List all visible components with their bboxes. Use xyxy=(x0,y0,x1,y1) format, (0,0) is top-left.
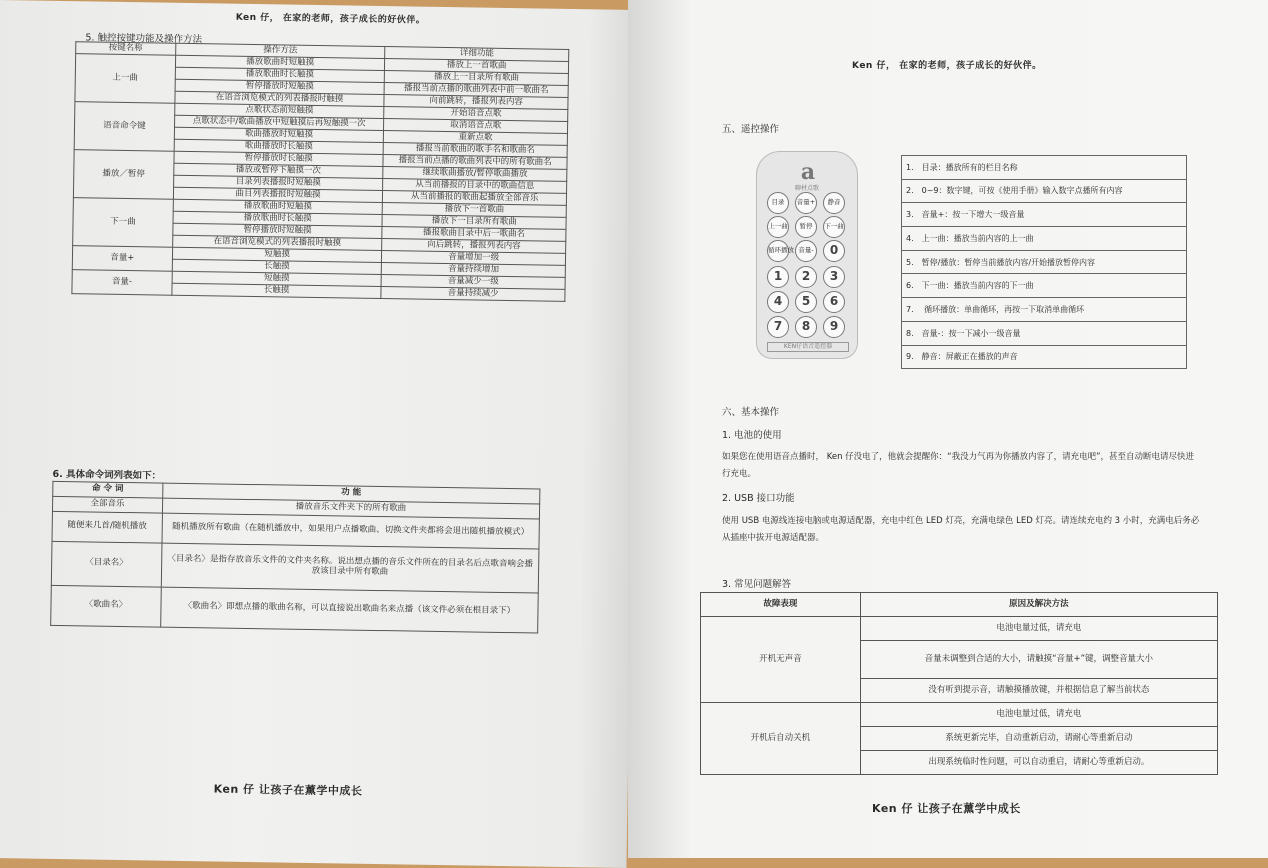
function-cell: 〈歌曲名〉即想点播的歌曲名称，可以直接说出歌曲名来点播（该文件必须在根目录下） xyxy=(160,587,538,633)
function-cell: 〈目录名〉是指存放音乐文件的文件夹名称。说出想点播的音乐文件所在的目录名后点歌音响会播放该目录中所有歌曲 xyxy=(161,543,539,593)
table-row xyxy=(51,585,539,633)
function-cell: 随机播放所有歌曲（在随机播放中，如果用户点播歌曲、切换文件夹都将会退出随机播放模式） xyxy=(162,513,540,549)
list-item xyxy=(902,274,1187,298)
symptom-cell: 开机无声音 xyxy=(701,617,861,703)
function-cell: 播放上一首歌曲 xyxy=(385,59,569,74)
remote-button: 音量- xyxy=(795,240,817,262)
subsection-title: 3. 常见问题解答 xyxy=(722,579,792,590)
remote-logo: a xyxy=(800,159,816,185)
remote-function-text: 5. 暂停/播放：暂停当前播放内容/开始播放暂停内容 xyxy=(902,250,1187,274)
function-cell: 向前跳转，播报列表内容 xyxy=(384,95,568,110)
remote-function-list xyxy=(901,155,1187,369)
key-name: 上一曲 xyxy=(75,54,176,104)
subsection-title: 2. USB 接口功能 xyxy=(722,493,795,504)
remote-button: 3 xyxy=(823,266,845,288)
function-cell: 播报当前歌曲的歌手名和歌曲名 xyxy=(383,143,567,158)
function-cell: 从当前播报的歌曲起播放全部音乐 xyxy=(383,191,567,206)
remote-label: KEN仔语音遥控器 xyxy=(767,342,849,352)
column-header: 故障表现 xyxy=(701,593,861,617)
faq-table xyxy=(700,592,1218,775)
function-cell: 播报歌曲目录中后一歌曲名 xyxy=(382,227,566,242)
remote-button: 上一曲 xyxy=(767,216,789,238)
operation-cell: 长触摸 xyxy=(172,259,382,274)
remote-function-text: 1. 目录：播放所有的栏目名称 xyxy=(902,156,1187,180)
key-name: 播放／暂停 xyxy=(73,150,174,200)
column-header: 原因及解决方法 xyxy=(860,593,1217,617)
page-header: Ken 仔， 在家的老师，孩子成长的好伙伴。 xyxy=(852,61,1042,71)
list-item xyxy=(902,156,1187,180)
solution-cell: 出现系统临时性问题，可以自动重启，请耐心等重新启动。 xyxy=(860,751,1217,775)
function-cell: 重新点歌 xyxy=(384,131,568,146)
operation-cell: 播放或暂停下触摸一次 xyxy=(174,163,384,178)
remote-brand: 聊材点歌 xyxy=(794,185,819,192)
operation-cell: 播放歌曲时短触摸 xyxy=(173,199,383,214)
operation-cell: 歌曲播放时短触摸 xyxy=(174,127,384,142)
key-name: 音量- xyxy=(72,270,172,296)
battery-paragraph: 如果您在使用语音点播时， Ken 仔没电了，他就会提醒你：“我没力气再为你播放内容了，请充电吧”，甚至自动断电请尽快进行充电。 xyxy=(722,452,1194,479)
operation-cell: 暂停播放时短触摸 xyxy=(173,223,383,238)
remote-button: 8 xyxy=(795,316,817,338)
operation-cell: 播放歌曲时短触摸 xyxy=(175,55,385,70)
section-title: 6. 具体命令词列表如下： xyxy=(52,468,162,482)
function-cell: 音量持续增加 xyxy=(382,263,566,278)
page-footer: Ken 仔 让孩子在薰学中成长 xyxy=(213,782,363,798)
command-cell: 全部音乐 xyxy=(52,496,162,512)
column-header: 操作方法 xyxy=(175,43,385,58)
remote-function-text: 3. 音量+：按一下增大一级音量 xyxy=(902,203,1187,227)
operation-cell: 播放歌曲时长触摸 xyxy=(173,211,383,226)
page-header: Ken 仔， 在家的老师，孩子成长的好伙伴。 xyxy=(235,12,426,26)
symptom-cell: 开机后自动关机 xyxy=(701,703,861,775)
list-item xyxy=(902,227,1187,251)
function-cell: 播放音乐文件夹下的所有歌曲 xyxy=(162,498,539,519)
list-item xyxy=(902,179,1187,203)
operation-cell: 在语音浏览模式的列表播报时触摸 xyxy=(175,91,385,106)
column-header: 命 令 词 xyxy=(53,481,163,497)
remote-button: 0 xyxy=(823,240,845,262)
remote-button: 6 xyxy=(823,291,845,313)
solution-cell: 电池电量过低，请充电 xyxy=(860,703,1217,727)
section-title: 5. 触控按键功能及操作方法 xyxy=(85,32,203,46)
function-cell: 播放下一目录所有歌曲 xyxy=(382,215,566,230)
list-item xyxy=(902,321,1187,345)
operation-cell: 歌曲播放时长触摸 xyxy=(174,139,384,154)
table-row xyxy=(51,541,539,593)
operation-cell: 曲目列表播报时短触摸 xyxy=(173,187,383,202)
remote-button: 暂停 xyxy=(795,216,817,238)
remote-function-text: 8. 音量-：按一下减小一级音量 xyxy=(902,321,1187,345)
remote-function-text: 7. 循环播放：单曲循环，再按一下取消单曲循环 xyxy=(902,298,1187,322)
operation-cell: 短触摸 xyxy=(172,247,382,262)
solution-cell: 没有听到提示音，请触摸播放键，并根据信息了解当前状态 xyxy=(860,679,1217,703)
section-title: 六、基本操作 xyxy=(722,407,780,418)
remote-button: 7 xyxy=(767,316,789,338)
list-item xyxy=(902,298,1187,322)
remote-button: 静音 xyxy=(823,192,845,214)
key-name: 语音命令键 xyxy=(74,102,175,152)
list-item xyxy=(902,345,1187,369)
remote-button: 目录 xyxy=(767,192,789,214)
solution-cell: 音量未调整到合适的大小，请触摸“音量+”键，调整音量大小 xyxy=(860,641,1217,679)
function-cell: 音量增加一级 xyxy=(382,251,566,266)
function-cell: 播报当前点播的歌曲列表中的所有歌曲名 xyxy=(383,155,567,170)
command-cell: 〈目录名〉 xyxy=(51,541,161,587)
column-header: 按键名称 xyxy=(76,42,176,56)
command-cell: 随便来几首/随机播放 xyxy=(52,511,162,543)
remote-function-text: 9. 静音：屏蔽正在播放的声音 xyxy=(902,345,1187,369)
remote-button: 循环播放 xyxy=(767,240,789,262)
usb-paragraph: 使用 USB 电源线连接电脑或电源适配器，充电中红色 LED 灯亮，充满电绿色 LED 灯亮。请连续充电约 3 小时，充满电后务必从插座中拔开电源适配器。 xyxy=(722,516,1200,543)
remote-function-text: 4. 上一曲：播放当前内容的上一曲 xyxy=(902,227,1187,251)
touch-keys-table xyxy=(71,41,569,302)
solution-cell: 电池电量过低，请充电 xyxy=(860,617,1217,641)
table-row xyxy=(701,617,1218,641)
operation-cell: 在语音浏览模式的列表播报时触摸 xyxy=(172,235,382,250)
operation-cell: 暂停播放时短触摸 xyxy=(175,79,385,94)
solution-cell: 系统更新完毕，自动重新启动，请耐心等重新启动 xyxy=(860,727,1217,751)
remote-control-illustration xyxy=(756,151,858,359)
function-cell: 播放上一目录所有歌曲 xyxy=(385,71,569,86)
function-cell: 播放下一首歌曲 xyxy=(383,203,567,218)
subsection-title: 1. 电池的使用 xyxy=(722,430,782,441)
function-cell: 音量减少一级 xyxy=(381,275,565,290)
remote-button: 音量+ xyxy=(795,192,817,214)
remote-function-text: 6. 下一曲：播放当前内容的下一曲 xyxy=(902,274,1187,298)
function-cell: 播报当前点播的歌曲列表中前一歌曲名 xyxy=(384,83,568,98)
list-item xyxy=(902,203,1187,227)
operation-cell: 长触摸 xyxy=(172,283,382,298)
section-title: 五、遥控操作 xyxy=(722,124,780,135)
operation-cell: 暂停播放时长触摸 xyxy=(174,151,384,166)
function-cell: 向后跳转，播报列表内容 xyxy=(382,239,566,254)
remote-button: 1 xyxy=(767,266,789,288)
remote-button: 4 xyxy=(767,291,789,313)
operation-cell: 目录列表播报时短触摸 xyxy=(173,175,383,190)
remote-button: 2 xyxy=(795,266,817,288)
function-cell: 取消语音点歌 xyxy=(384,119,568,134)
function-cell: 继续歌曲播放/暂停歌曲播放 xyxy=(383,167,567,182)
operation-cell: 短触摸 xyxy=(172,271,382,286)
operation-cell: 点歌状态前短触摸 xyxy=(175,103,385,118)
function-cell: 从当前播报的目录中的歌曲信息 xyxy=(383,179,567,194)
table-row xyxy=(701,703,1218,727)
operation-cell: 播放歌曲时长触摸 xyxy=(175,67,385,82)
remote-button: 5 xyxy=(795,291,817,313)
remote-button: 下一曲 xyxy=(823,216,845,238)
list-item xyxy=(902,250,1187,274)
operation-cell: 点歌状态中/歌曲播放中短触摸后再短触摸一次 xyxy=(174,115,384,130)
remote-function-text: 2. 0~9：数字键，可按《使用手册》输入数字点播所有内容 xyxy=(902,179,1187,203)
column-header: 功 能 xyxy=(162,483,539,504)
page-footer: Ken 仔 让孩子在薰学中成长 xyxy=(872,802,1021,815)
remote-button: 9 xyxy=(823,316,845,338)
function-cell: 开始语音点歌 xyxy=(384,107,568,122)
key-name: 下一曲 xyxy=(73,198,174,248)
column-header: 详细功能 xyxy=(385,47,569,62)
function-cell: 音量持续减少 xyxy=(381,287,565,302)
key-name: 音量+ xyxy=(72,246,172,272)
command-cell: 〈歌曲名〉 xyxy=(51,585,161,627)
command-table xyxy=(50,481,540,633)
